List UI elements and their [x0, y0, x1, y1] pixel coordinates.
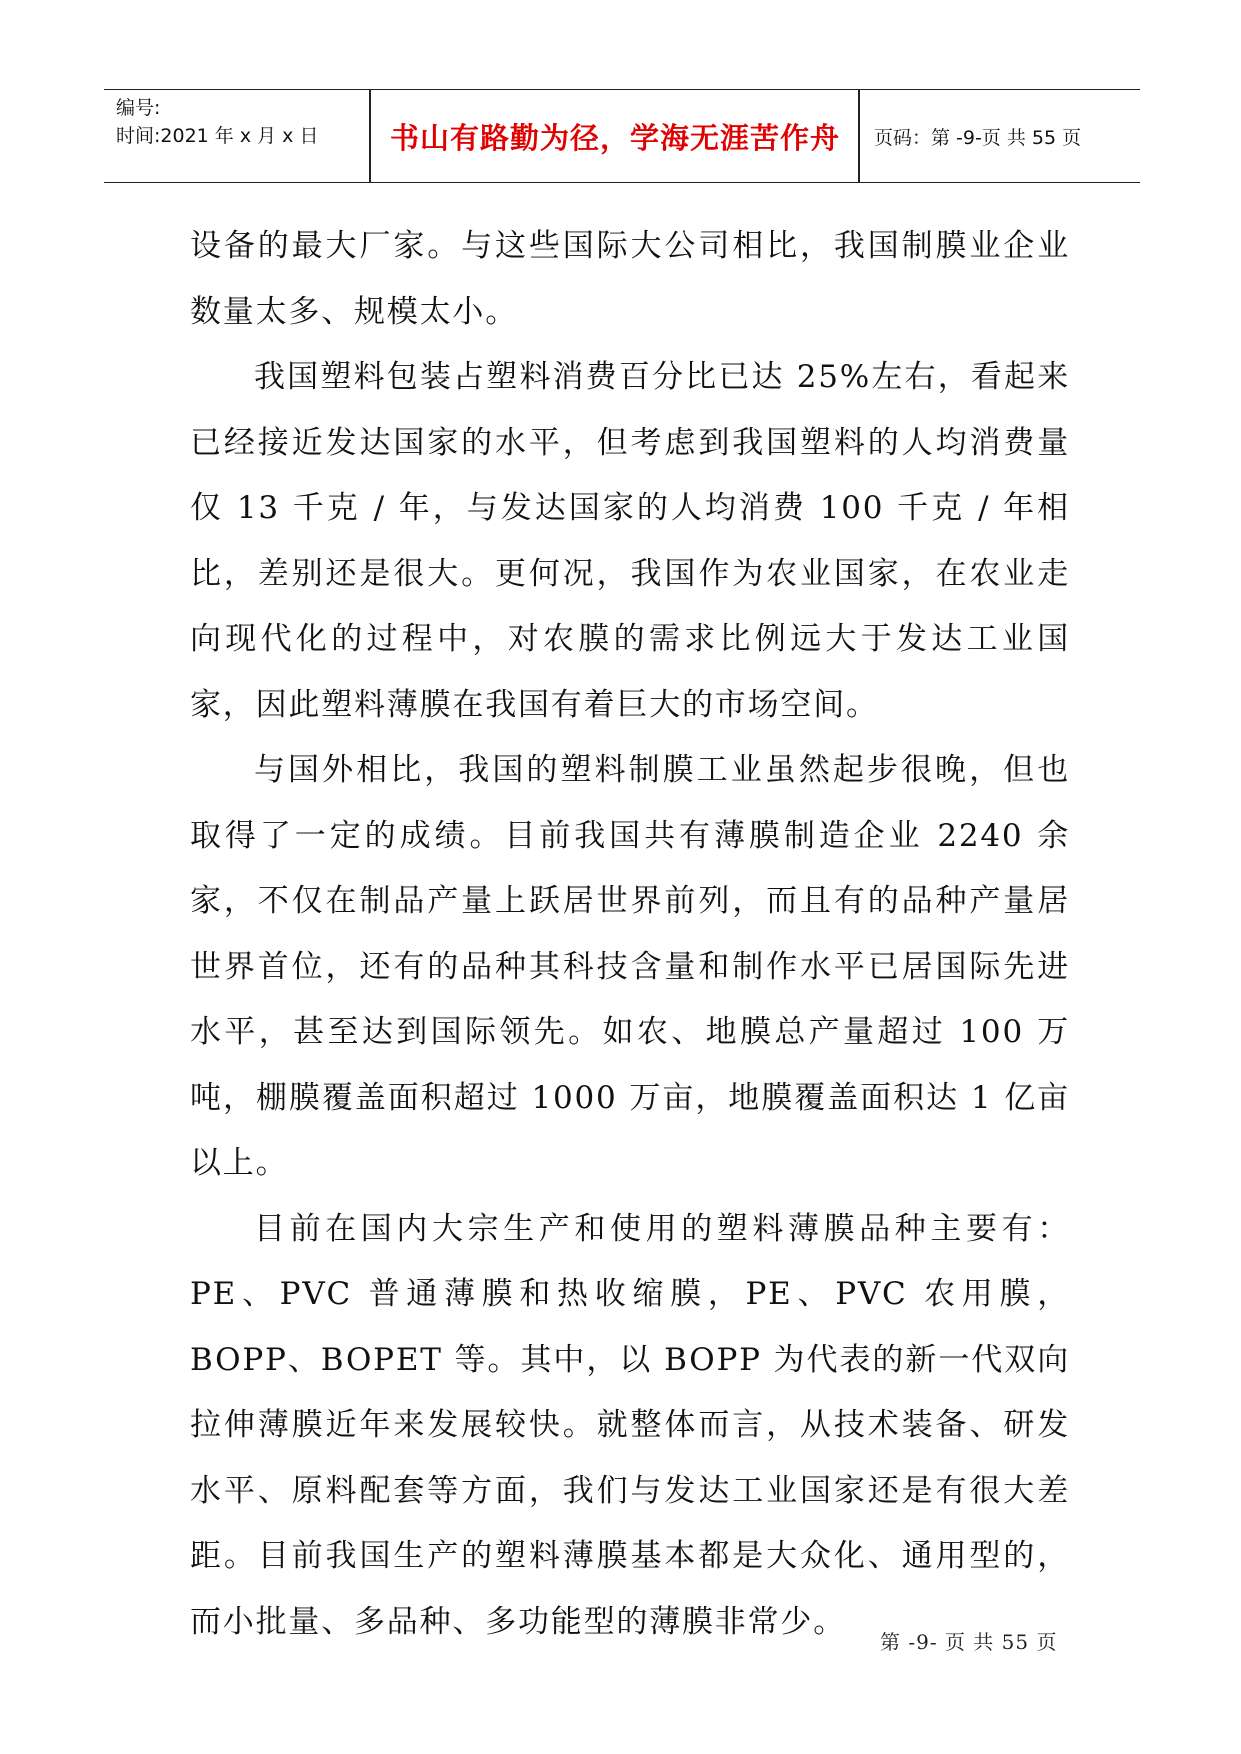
document-body [190, 214, 1070, 1655]
paragraph-3: 与国外相比，我国的塑料制膜工业虽然起步很晚，但也取得了一定的成绩。目前我国共有薄膜制造企业 2240 余家，不仅在制品产量上跃居世界前列，而且有的品种产量居世界首位，还有的品种其科技含量和制作水平已居国际先进水平，甚至达到国际领先。如农、地膜总产量超过 100 万吨，棚膜覆盖面积超过 1000 万亩，地膜覆盖面积达 1 亿亩以上。 [190, 752, 1070, 1181]
page-footer: 第 -9- 页 共 55 页 [880, 1630, 1058, 1654]
header-motto: 书山有路勤为径，学海无涯苦作舟 [389, 120, 840, 155]
header-number-label: 编号: [116, 97, 161, 119]
header-divider-right [858, 90, 860, 182]
paragraph-2: 我国塑料包装占塑料消费百分比已达 25%左右，看起来已经接近发达国家的水平，但考虑到我国塑料的人均消费量仅 13 千克 / 年，与发达国家的人均消费 100 千克 / 年相比，差别还是很大。更何况，我国作为农业国家，在农业走向现代化的过程中，对农膜的需求比例远大于发达工业国家，因此塑料薄膜在我国有着巨大的市场空间。 [190, 359, 1070, 723]
paragraph-4: 目前在国内大宗生产和使用的塑料薄膜品种主要有：PE、PVC 普通薄膜和热收缩膜，PE、PVC 农用膜，BOPP、BOPET 等。其中，以 BOPP 为代表的新一代双向拉伸薄膜近年来发展较快。就整体而言，从技术装备、研发水平、原料配套等方面，我们与发达工业国家还是有很大差距。目前我国生产的塑料薄膜基本都是大众化、通用型的，而小批量、多品种、多功能型的薄膜非常少。 [190, 1210, 1070, 1640]
header-page-label: 页码：第 -9-页 共 55 页 [874, 126, 1082, 149]
header-meta [116, 94, 356, 150]
document-header [104, 89, 1140, 183]
header-time-label: 时间:2021 年 x 月 x 日 [116, 125, 319, 147]
paragraph-1: 设备的最大厂家。与这些国际大公司相比，我国制膜业企业数量太多、规模太小。 [190, 228, 1070, 330]
header-divider-left [369, 90, 371, 182]
